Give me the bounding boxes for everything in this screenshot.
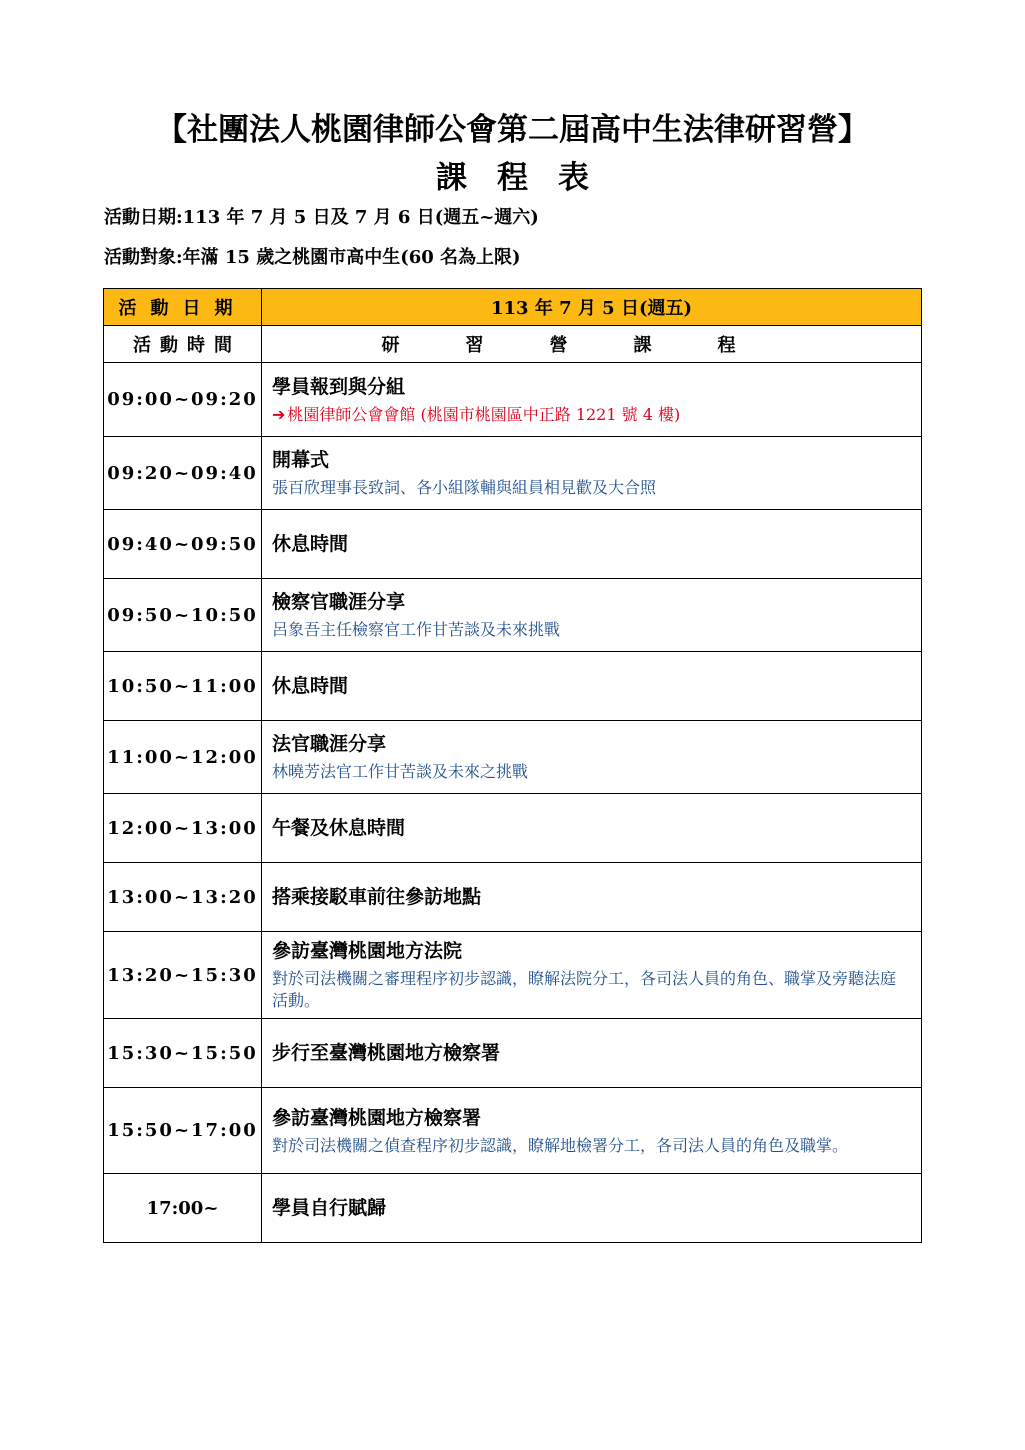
date-label: 活動日期 — [104, 289, 262, 326]
course-cell — [262, 863, 922, 932]
table-row — [104, 579, 922, 652]
time-cell: 13:20~15:30 — [104, 932, 262, 1019]
column-header-row — [104, 326, 922, 363]
course-title: 學員自行賦歸 — [272, 1196, 387, 1219]
table-row — [104, 363, 922, 437]
course-cell — [262, 1088, 922, 1174]
course-title: 搭乘接駁車前往參訪地點 — [272, 885, 482, 908]
time-cell: 12:00~13:00 — [104, 794, 262, 863]
course-cell — [262, 652, 922, 721]
time-column-header: 活動時間 — [104, 326, 262, 363]
activity-target: 活動對象:年滿 15 歲之桃園市高中生(60 名為上限) — [104, 247, 521, 268]
time-cell: 09:00~09:20 — [104, 363, 262, 437]
course-cell — [262, 1019, 922, 1088]
time-cell: 17:00~ — [104, 1174, 262, 1243]
date-header-row — [104, 289, 922, 326]
course-description: 對於司法機關之偵查程序初步認識，瞭解地檢署分工，各司法人員的角色及職掌。 — [272, 1135, 849, 1155]
course-description: 呂象吾主任檢察官工作甘苦談及未來挑戰 — [272, 620, 561, 639]
course-cell — [262, 721, 922, 794]
table-row — [104, 437, 922, 510]
table-row — [104, 863, 922, 932]
right-arrow-icon: ➔ — [272, 404, 286, 424]
course-cell — [262, 510, 922, 579]
table-row — [104, 932, 922, 1019]
table-row — [104, 510, 922, 579]
course-title: 午餐及休息時間 — [272, 816, 406, 839]
time-cell: 09:20~09:40 — [104, 437, 262, 510]
time-cell: 10:50~11:00 — [104, 652, 262, 721]
course-description: 對於司法機關之審理程序初步認識，瞭解法院分工，各司法人員的角色、職掌及旁聽法庭活動。 — [272, 969, 897, 1010]
course-title: 參訪臺灣桃園地方檢察署 — [272, 1106, 482, 1129]
course-title: 學員報到與分組 — [272, 375, 406, 398]
course-title: 檢察官職涯分享 — [272, 591, 406, 613]
course-title: 休息時間 — [272, 532, 349, 555]
time-cell: 11:00~12:00 — [104, 721, 262, 794]
date-value: 113 年 7 月 5 日(週五) — [262, 289, 922, 326]
course-description: 林曉芳法官工作甘苦談及未來之挑戰 — [272, 762, 529, 781]
course-cell — [262, 932, 922, 1019]
table-row — [104, 721, 922, 794]
table-row — [104, 794, 922, 863]
course-location — [272, 404, 911, 426]
table-row — [104, 1019, 922, 1088]
course-title: 休息時間 — [272, 674, 349, 697]
table-row — [104, 1174, 922, 1243]
course-title: 參訪臺灣桃園地方法院 — [272, 940, 463, 962]
course-column-header: 研習營課程 — [262, 326, 922, 363]
time-cell: 15:50~17:00 — [104, 1088, 262, 1174]
course-cell — [262, 579, 922, 652]
table-row — [104, 1088, 922, 1174]
time-cell: 09:40~09:50 — [104, 510, 262, 579]
time-cell: 15:30~15:50 — [104, 1019, 262, 1088]
course-title: 開幕式 — [272, 449, 330, 471]
table-row — [104, 652, 922, 721]
course-cell — [262, 794, 922, 863]
schedule-table — [103, 288, 922, 1243]
course-cell — [262, 1174, 922, 1243]
document-title: 【社團法人桃園律師公會第二屆高中生法律研習營】 — [156, 112, 869, 148]
course-cell — [262, 363, 922, 437]
course-title: 法官職涯分享 — [272, 733, 387, 755]
course-description: 張百欣理事長致詞、各小組隊輔與組員相見歡及大合照 — [272, 478, 657, 497]
course-title: 步行至臺灣桃園地方檢察署 — [272, 1041, 501, 1064]
time-cell: 13:00~13:20 — [104, 863, 262, 932]
document-subtitle: 課程表 — [436, 160, 619, 196]
course-cell — [262, 437, 922, 510]
time-cell: 09:50~10:50 — [104, 579, 262, 652]
location-text: 桃園律師公會會館 (桃園市桃園區中正路 1221 號 4 樓) — [287, 404, 681, 424]
activity-date: 活動日期:113 年 7 月 5 日及 7 月 6 日(週五~週六) — [104, 207, 539, 228]
